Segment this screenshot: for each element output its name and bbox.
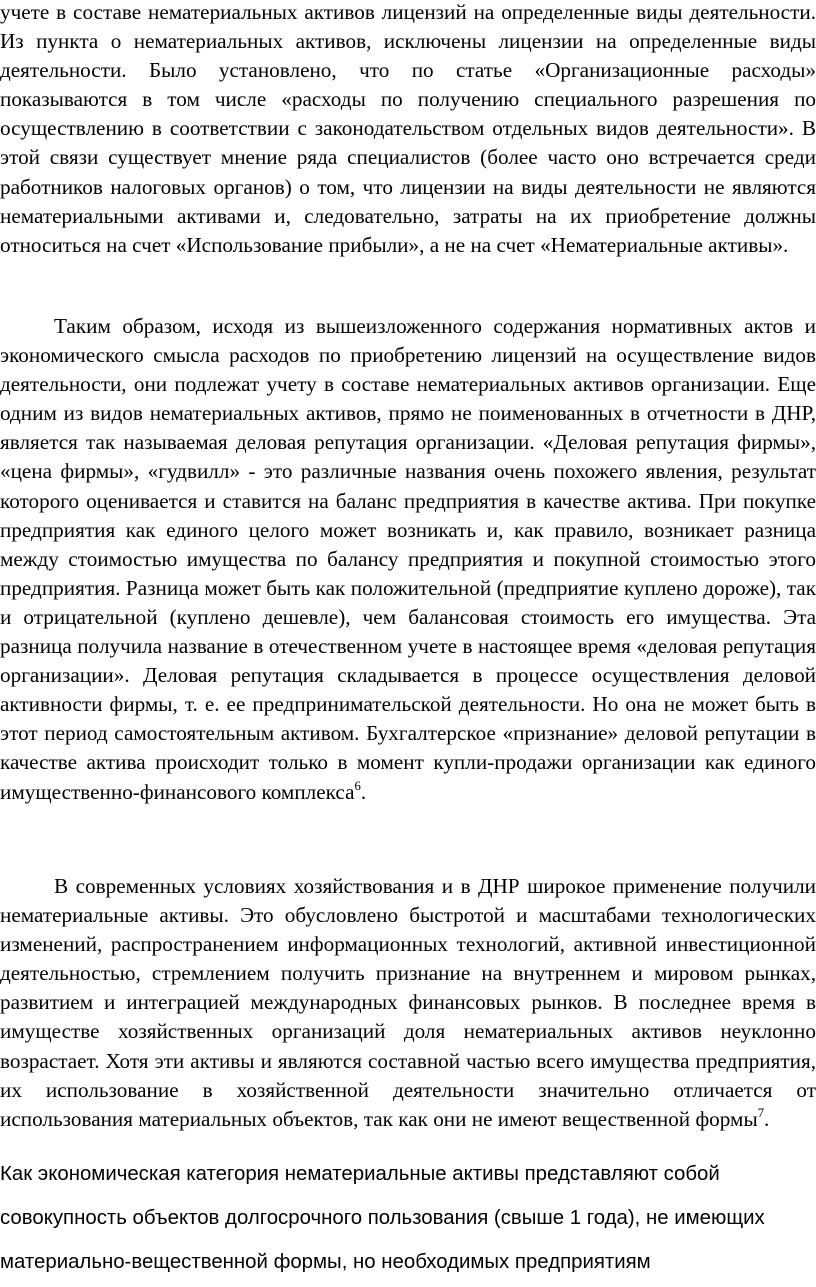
paragraph-text: Таким образом, исходя из вышеизложенного содержания нормативных актов и экономического смысла расходов по приобретению лицензий на осуществление видов деятельности, они подлежат учету в составе нематериальных активов организации. Еще одним из видов нематериальных активов, прямо не поименованных в отчетности в ДНР, является так называемая деловая репутация организации. «Деловая репутация фирмы», «цена фирмы», «гудвилл» - это различные названия очень похожего явления, результат которого оценивается и ставится на баланс предприятия в качестве актива. При покупке предприятия как единого целого может возникать и, как правило, возникает разница между стоимостью имущества по балансу предприятия и покупной стоимостью этого предприятия. Разница может быть как положительной (предприятие куплено дороже), так и отрицательной (куплено дешевле), чем балансовая стоимость его имущества. Эта разница получила название в отечественном учете в настоящее время «деловая репутация организации». Деловая репутация складывается в процессе осуществления деловой активности фирмы, т. е. ее предпринимательской деятельности. Но она не может быть в этот период самостоятельным активом. Бухгалтерское «признание» деловой репутации в качестве актива происходит только в момент купли-продажи организации как единого имущественно-финансового комплекса (0, 314, 816, 804)
paragraph-text: учете в составе нематериальных активов лицензий на определенные виды деятельности. Из пункта о нематериальных активов, исключены лицензии на определенные виды деятельности. Было установлено, что по статье «Организационные расходы» показываются в том числе «расходы по получению специального разрешения по осуществлению в соответствии с законодательством отдельных видов деятельности». В этой связи существует мнение ряда специалистов (более часто оно встречается среди работников налоговых органов) о том, что лицензии на виды деятельности не являются нематериальными активами и, следовательно, затраты на их приобретение должны относиться на счет «Использование прибыли», а не на счет «Нематериальные активы». (0, 0, 816, 257)
footnote-marker[interactable]: 6 (354, 778, 361, 793)
paragraph-economic-category (0, 1152, 816, 1284)
paragraph-text: Как экономическая категория нематериальные активы представляют собой совокупность объектов долгосрочного пользования (свыше 1 года), не имеющих материально-вещественной формы, но необходимых предприятиям (0, 1163, 765, 1273)
paragraph-modern-conditions (0, 872, 816, 1134)
paragraph-tail: . (764, 1106, 770, 1131)
paragraph-text: В современных условиях хозяйствования и в ДНР широкое применение получили нематериальные активы. Это обусловлено быстротой и масштабами технологических изменений, распространением информационных технологий, активной инвестиционной деятельностью, стремлением получить признание на внутреннем и мировом рынках, развитием и интеграцией международных финансовых рынков. В последнее время в имуществе хозяйственных организаций доля нематериальных активов неуклонно возрастает. Хотя эти активы и являются составной частью всего имущества предприятия, их использование в хозяйственной деятельности значительно отличается от использования материальных объектов, так как они не имеют вещественной формы (0, 874, 816, 1131)
paragraph-license-intangibles (0, 0, 816, 260)
paragraph-tail: . (360, 779, 367, 804)
paragraph-business-reputation (0, 312, 816, 807)
footnote-marker[interactable]: 7 (757, 1105, 765, 1120)
